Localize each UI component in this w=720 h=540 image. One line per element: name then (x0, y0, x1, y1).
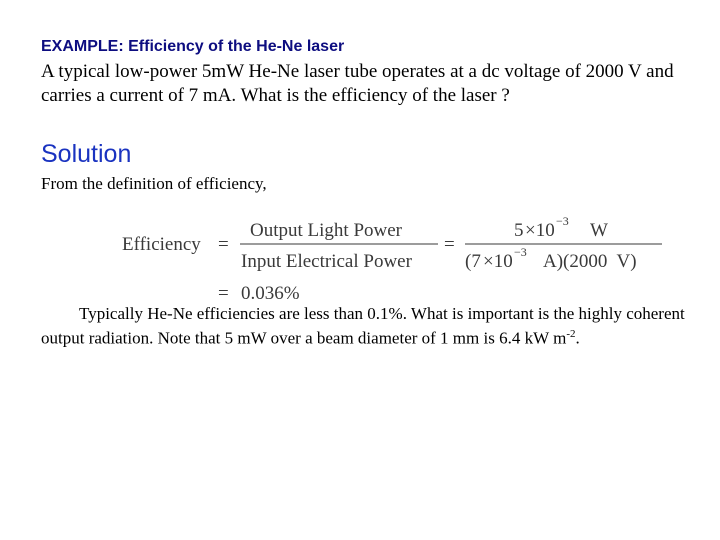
remark-exponent: -2 (566, 328, 576, 340)
equation-numerator: Output Light Power (250, 220, 402, 241)
value-denominator-times: ×10 (483, 251, 513, 272)
value-denominator-exp: −3 (514, 245, 527, 259)
value-numerator-times: ×10 (525, 220, 555, 241)
value-denominator-open: (7 (465, 251, 481, 272)
example-title: EXAMPLE: Efficiency of the He-Ne laser (41, 38, 345, 55)
value-numerator-unit: W (590, 220, 608, 241)
value-denominator-rest: A)(2000 V) (543, 251, 637, 272)
equation-equals-2: = (444, 234, 455, 255)
equation-lhs: Efficiency (122, 234, 201, 255)
equation-result: 0.036% (241, 283, 300, 304)
equation-denominator: Input Electrical Power (241, 251, 412, 272)
remark-end: . (575, 328, 580, 348)
problem-statement: A typical low-power 5mW He-Ne laser tube operates at a dc voltage of 2000 V and carries a current of 7 mA. What is the efficiency of the laser ? (41, 61, 674, 106)
value-numerator-coeff: 5 (514, 220, 524, 241)
remark-text: Typically He-Ne efficiencies are less than 0.1%. What is important is the highly coherent output radiation. Note that 5 mW over a beam diameter of 1 mm is 6.4 kW m (41, 304, 685, 348)
equation-equals-1: = (218, 234, 229, 255)
efficiency-equation (110, 208, 680, 308)
value-numerator-exp: −3 (556, 214, 569, 228)
solution-heading: Solution (41, 140, 132, 168)
remark-paragraph (41, 303, 691, 349)
solution-intro: From the definition of efficiency, (41, 174, 267, 193)
equation-equals-3: = (218, 283, 229, 304)
